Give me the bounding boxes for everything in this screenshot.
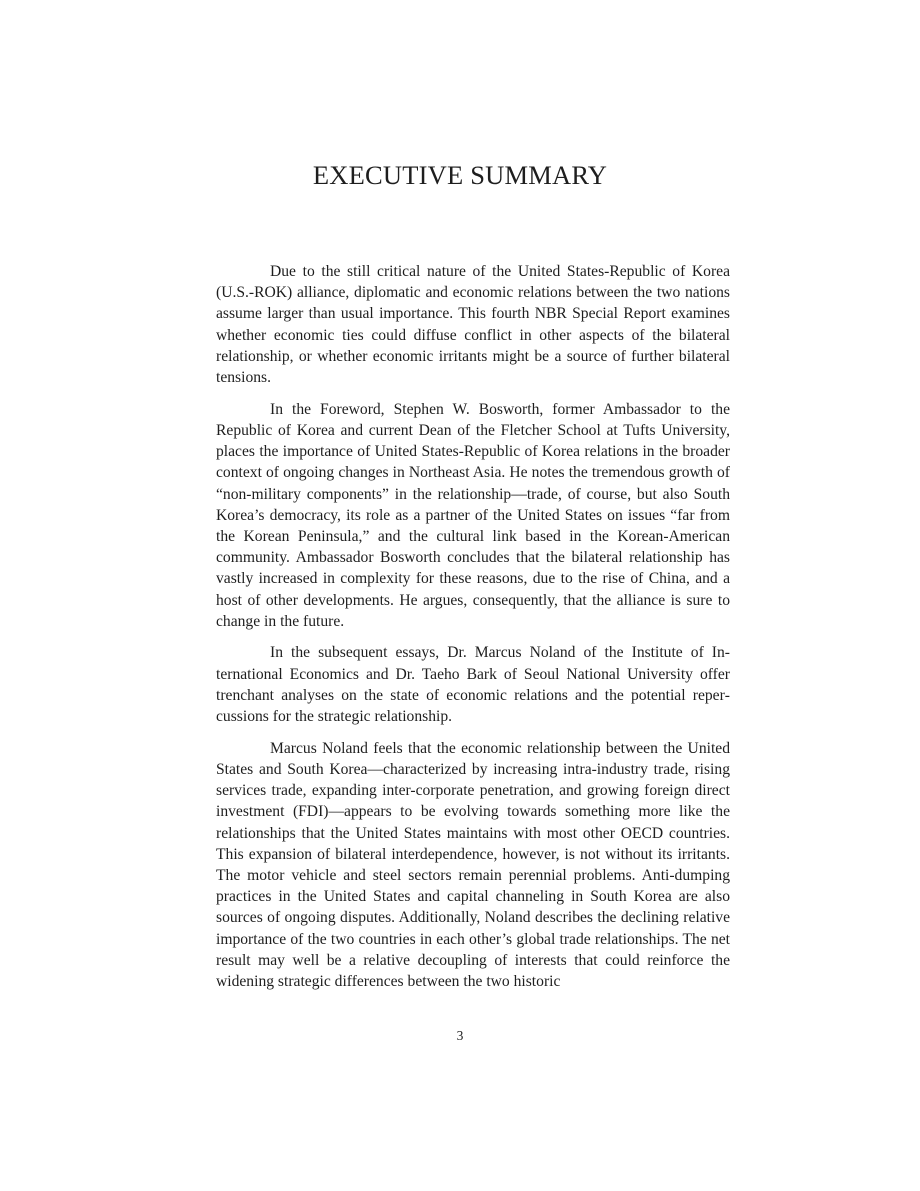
- paragraph-intro: Due to the still critical nature of the United States-Republic of Korea (U.S.-ROK) alliance, diplomatic and economic relations between the two nations assume larger than usual importance. This fourth NBR Special Report examines whether economic ties could diffuse conflict in other aspects of the bilateral relationship, or whether economic irritants might be a source of further bilateral tensions.: [216, 263, 730, 387]
- page-number: 3: [456, 1028, 464, 1043]
- page-title: EXECUTIVE SUMMARY: [312, 160, 608, 190]
- paragraph-essays: In the subsequent essays, Dr. Marcus Noland of the Institute of International Economics and Dr. Taeho Bark of Seoul National University offer trenchant analyses on the state of economic relations and the potential repercussions for the strategic relationship.: [216, 644, 730, 726]
- paragraph-noland: Marcus Noland feels that the economic relationship between the United States and South Korea—characterized by increasing intra-industry trade, rising services trade, expanding inter-corporate penetration, and growing foreign direct investment (FDI)—appears to be evolving towards something more like the relationships that the United States maintains with most other OECD countries. This expansion of bilateral interdependence, however, is not without its irritants. The motor vehicle and steel sectors remain perennial problems. Anti-dumping practices in the United States and capital channeling in South Korea are also sources of ongoing disputes. Additionally, Noland describes the declining relative importance of the two countries in each other’s global trade relationships. The net result may well be a relative decoupling of interests that could reinforce the widening strategic differences between the two historic: [216, 739, 730, 990]
- paragraph-foreword: In the Foreword, Stephen W. Bosworth, former Ambassador to the Republic of Korea and current Dean of the Fletcher School at Tufts University, places the importance of United States-Republic of Korea relations in the broader context of ongoing changes in Northeast Asia. He notes the tremendous growth of “non-military components” in the relationship—trade, of course, but also South Korea’s democracy, its role as a partner of the United States on issues “far from the Korean Peninsula,” and the cultural link based in the Korean-American community. Ambassador Bosworth concludes that the bilateral relationship has vastly increased in complexity for these reasons, due to the rise of China, and a host of other developments. He argues, consequently, that the alliance is sure to change in the future.: [216, 400, 730, 630]
- body-text: [216, 261, 730, 1003]
